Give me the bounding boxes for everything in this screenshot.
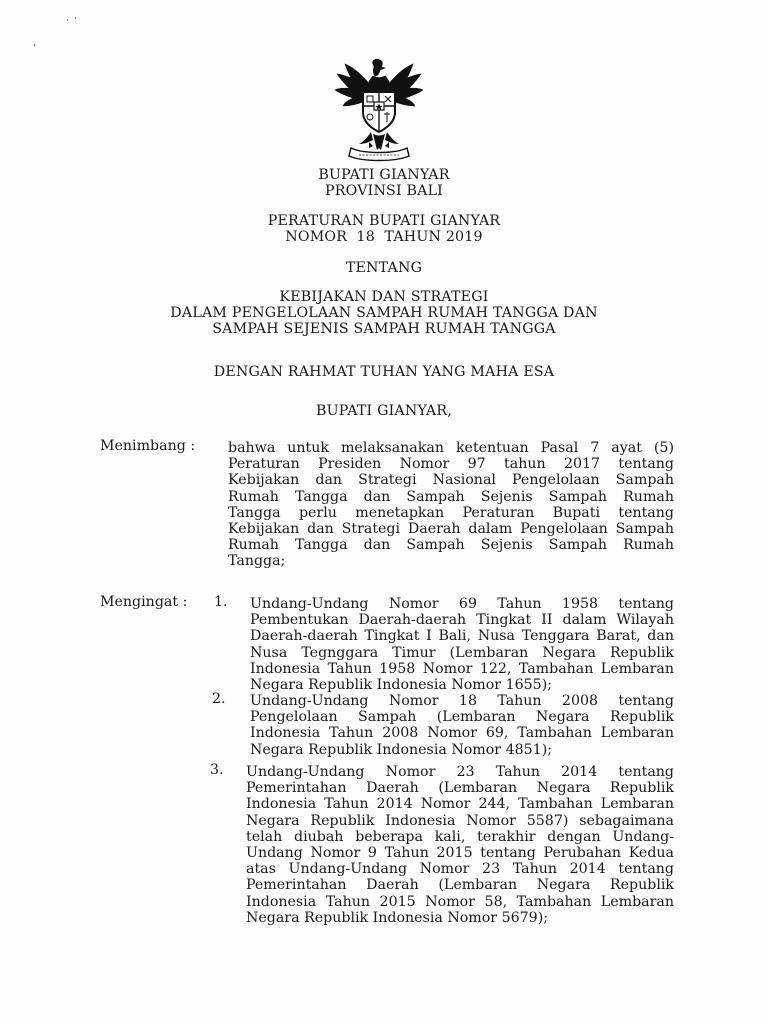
mengingat-item-1 xyxy=(250,596,674,693)
rahmat-line xyxy=(0,364,768,380)
paragraph-line: Pemerintahan Daerah (Lembaran Negara Republik xyxy=(246,877,674,894)
regulation-title-line: PERATURAN BUPATI GIANYAR xyxy=(267,213,501,229)
paragraph-line: Negara Republik Indonesia Nomor 1655); xyxy=(250,676,553,693)
regulation-number: NOMOR 18 TAHUN 2019 xyxy=(285,229,483,245)
paragraph-line: Indonesia Tahun 2014 Nomor 244, Tambahan Lembaran xyxy=(246,796,674,813)
scan-speck: · xyxy=(74,14,77,24)
paragraph-line: telah diubah beberapa kali, terakhir dengan Undang- xyxy=(246,828,674,845)
mengingat-label: Mengingat : xyxy=(100,594,188,610)
paragraph-line: Negara Republik Indonesia Nomor 4851); xyxy=(250,741,553,758)
paragraph-line: Tangga; xyxy=(228,553,286,570)
paragraph-line: Undang-Undang Nomor 23 Tahun 2014 tentang xyxy=(246,764,674,780)
paragraph-line: Undang-Undang Nomor 69 Tahun 1958 tentang xyxy=(250,596,674,612)
paragraph-line: bahwa untuk melaksanakan ketentuan Pasal 7 ayat (5) xyxy=(228,440,674,456)
paragraph-line: Indonesia Tahun 2015 Nomor 58, Tambahan Lembaran xyxy=(246,893,674,910)
subject-line-3: SAMPAH SEJENIS SAMPAH RUMAH TANGGA xyxy=(212,321,556,337)
scan-speck: ' xyxy=(33,44,36,54)
item-number: 2. xyxy=(212,691,226,707)
scan-speck: · xyxy=(66,16,69,26)
tentang-label: TENTANG xyxy=(345,260,423,276)
garuda-emblem-icon xyxy=(333,56,425,162)
mengingat-item-2 xyxy=(250,693,674,758)
menimbang-paragraph xyxy=(228,440,674,570)
menimbang-label: Menimbang : xyxy=(100,438,196,454)
regulation-subject xyxy=(0,289,768,337)
paragraph-line: Rumah Tangga dan Sampah Sejenis Sampah Rumah xyxy=(228,537,674,554)
paragraph-line: Nusa Tegnggara Timur (Lembaran Negara Republik xyxy=(250,644,674,661)
paragraph-line: Tangga perlu menetapkan Peraturan Bupati tentang xyxy=(228,504,674,521)
item-number: 1. xyxy=(214,594,228,610)
paragraph-line: Undang Nomor 9 Tahun 2015 tentang Perubahan Kedua xyxy=(246,844,674,861)
paragraph-line: Rumah Tangga dan Sampah Sejenis Sampah Rumah xyxy=(228,488,674,505)
tentang-heading xyxy=(0,260,768,276)
bupati-line xyxy=(0,403,768,419)
paragraph-line: Peraturan Presiden Nomor 97 tahun 2017 tentang xyxy=(228,456,674,473)
subject-line-2: DALAM PENGELOLAAN SAMPAH RUMAH TANGGA DAN xyxy=(170,305,598,321)
item-number: 3. xyxy=(210,762,224,778)
rahmat-text: DENGAN RAHMAT TUHAN YANG MAHA ESA xyxy=(213,364,555,380)
mengingat-item-3 xyxy=(246,764,674,926)
paragraph-line: atas Undang-Undang Nomor 23 Tahun 2014 tentang xyxy=(246,861,674,878)
paragraph-line: Indonesia Tahun 2008 Nomor 69, Tambahan Lembaran xyxy=(250,725,674,742)
paragraph-line: Kebijakan dan Strategi Daerah dalam Pengelolaan Sampah xyxy=(228,520,674,537)
issuer-heading xyxy=(0,167,768,199)
paragraph-line: Pemerintahan Daerah (Lembaran Negara Republik xyxy=(246,780,674,797)
paragraph-line: Pengelolaan Sampah (Lembaran Negara Republik xyxy=(250,709,674,726)
regulation-title xyxy=(0,213,768,245)
bupati-text: BUPATI GIANYAR, xyxy=(316,403,452,419)
paragraph-line: Undang-Undang Nomor 18 Tahun 2008 tentang xyxy=(250,693,674,709)
issuer-name: BUPATI GIANYAR xyxy=(318,167,450,183)
paragraph-line: Kebijakan dan Strategi Nasional Pengelolaan Sampah xyxy=(228,472,674,489)
paragraph-line: Pembentukan Daerah-daerah Tingkat II dalam Wilayah xyxy=(250,612,674,629)
paragraph-line: Negara Republik Indonesia Nomor 5679); xyxy=(246,909,549,926)
issuer-province: PROVINSI BALI xyxy=(324,183,443,199)
paragraph-line: Negara Republik Indonesia Nomor 5587) sebagaimana xyxy=(246,812,674,829)
paragraph-line: Indonesia Tahun 1958 Nomor 122, Tambahan Lembaran xyxy=(250,660,674,677)
paragraph-line: Daerah-daerah Tingkat I Bali, Nusa Tenggara Barat, dan xyxy=(250,628,674,645)
subject-line-1: KEBIJAKAN DAN STRATEGI xyxy=(279,289,489,305)
